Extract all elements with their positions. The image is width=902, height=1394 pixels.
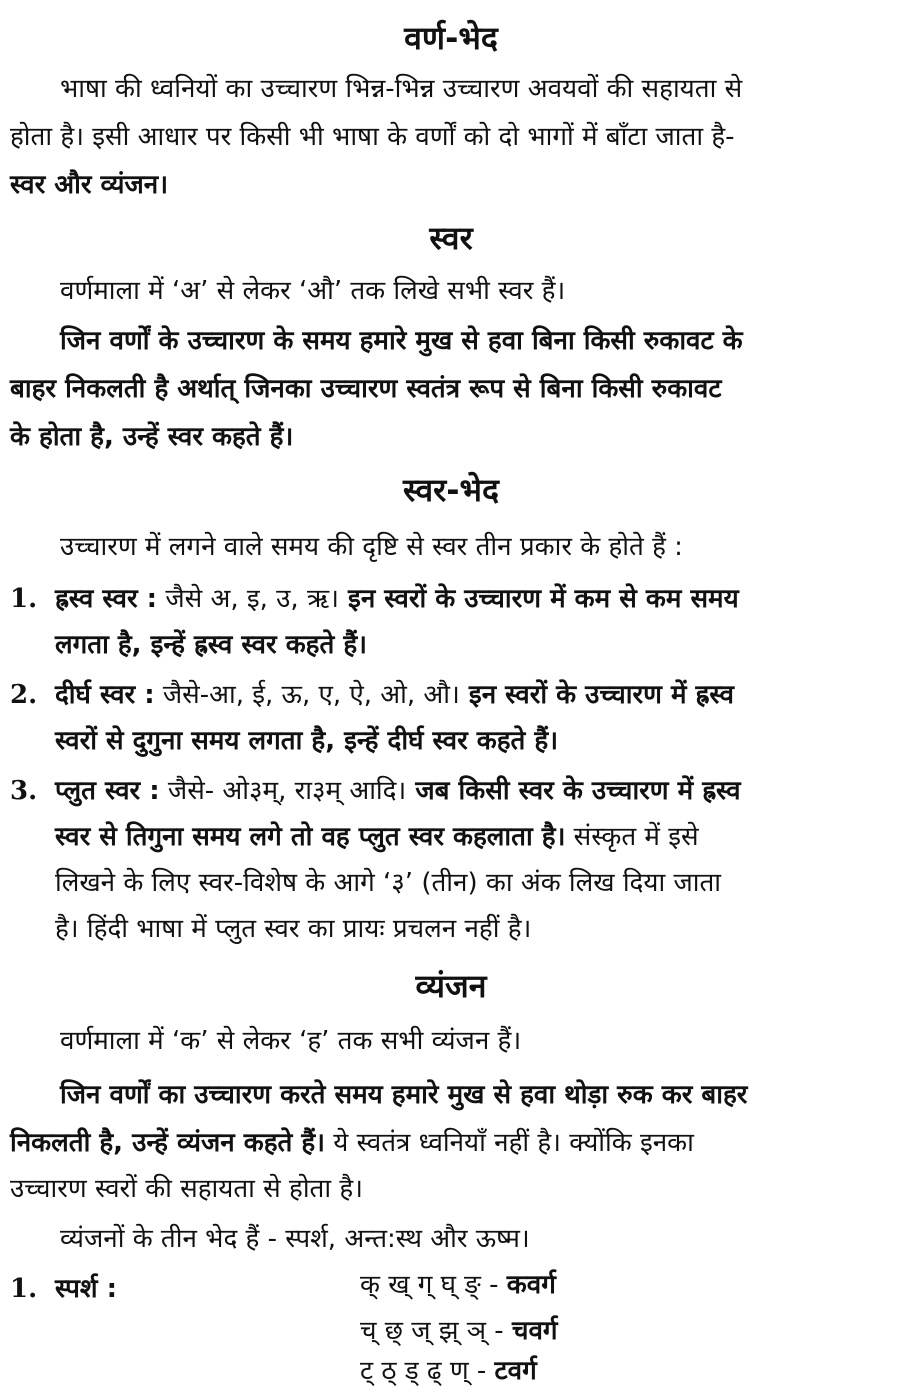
varga-row-ka bbox=[360, 1268, 556, 1302]
swar-def-line-2: बाहर निकलती है अर्थात् जिनका उच्चारण स्वतंत्र रूप से बिना किसी रुकावट bbox=[10, 374, 722, 404]
intro-line-1: भाषा की ध्वनियों का उच्चारण भिन्न-भिन्न उच्चारण अवयवों की सहायता से bbox=[60, 74, 743, 104]
example-pluta: जैसे- ओ३म्, रा३म् आदि। bbox=[159, 776, 407, 806]
term-pluta: प्लुत स्वर : bbox=[55, 776, 160, 806]
vyanjan-definition: निकलती है, उन्हें व्यंजन कहते हैं। bbox=[10, 1128, 326, 1158]
definition-hrasva-1: इन स्वरों के उच्चारण में कम से कम समय bbox=[339, 584, 739, 614]
varga-letters: क् ख् ग् घ् ङ् - bbox=[360, 1270, 507, 1300]
sanskrit-note-start: संस्कृत में इसे bbox=[565, 822, 699, 852]
term-dirgha: दीर्घ स्वर : bbox=[55, 680, 155, 710]
varga-name: कवर्ग bbox=[506, 1270, 556, 1300]
swar-para-1: वर्णमाला में ‘अ’ से लेकर ‘औ’ तक लिखे सभी स्वर हैं। bbox=[60, 276, 566, 306]
definition-pluta-1: जब किसी स्वर के उच्चारण में ह्रस्व bbox=[406, 776, 741, 806]
swar-def-line-3: के होता है, उन्हें स्वर कहते हैं। bbox=[10, 422, 294, 452]
definition-hrasva-2: लगता है, इन्हें ह्रस्व स्वर कहते हैं। bbox=[55, 630, 367, 660]
heading-varna-bhed: वर्ण-भेद bbox=[404, 19, 498, 57]
term-hrasva: ह्रस्व स्वर : bbox=[55, 584, 158, 614]
varga-letters: ट् ठ् ड् ढ् ण् - bbox=[360, 1356, 495, 1386]
list-number-sparsh: 1. bbox=[10, 1274, 38, 1304]
heading-swar: स्वर bbox=[429, 219, 473, 257]
list-item-1-line-1 bbox=[55, 582, 739, 616]
definition-pluta-2: स्वर से तिगुना समय लगे तो वह प्लुत स्वर कहलाता है। bbox=[55, 822, 566, 852]
vyanjan-note: ये स्वतंत्र ध्वनियाँ नहीं है। क्योंकि इनका bbox=[325, 1128, 694, 1158]
varga-row-cha bbox=[360, 1314, 558, 1348]
list-item-3-line-2 bbox=[55, 820, 699, 854]
heading-vyanjan: व्यंजन bbox=[415, 967, 487, 1005]
vyanjan-def-line-1: जिन वर्णों का उच्चारण करते समय हमारे मुख से हवा थोड़ा रुक कर बाहर bbox=[60, 1080, 748, 1110]
intro-line-2: होता है। इसी आधार पर किसी भी भाषा के वर्णों को दो भागों में बाँटा जाता है- bbox=[10, 122, 735, 152]
list-item-3-line-3: लिखने के लिए स्वर-विशेष के आगे ‘३’ (तीन) का अंक लिख दिया जाता bbox=[55, 868, 722, 898]
example-dirgha: जैसे-आ, ई, ऊ, ए, ऐ, ओ, औ। bbox=[154, 680, 460, 710]
swar-def-line-1: जिन वर्णों के उच्चारण के समय हमारे मुख से हवा बिना किसी रुकावट के bbox=[60, 326, 743, 356]
vyanjan-types: व्यंजनों के तीन भेद हैं - स्पर्श, अन्त:स्थ और ऊष्म। bbox=[60, 1224, 530, 1254]
varga-row-ta bbox=[360, 1354, 537, 1388]
varga-name: चवर्ग bbox=[511, 1316, 558, 1346]
varga-letters: च् छ् ज् झ् ञ् - bbox=[360, 1316, 512, 1346]
sparsh-label: स्पर्श : bbox=[55, 1274, 118, 1304]
definition-dirgha-2: स्वरों से दुगुना समय लगता है, इन्हें दीर्घ स्वर कहते हैं। bbox=[55, 726, 559, 756]
vyanjan-def-line-2 bbox=[10, 1126, 694, 1160]
list-item-2-line-1 bbox=[55, 678, 734, 712]
list-number-1: 1. bbox=[10, 584, 38, 614]
list-item-3-line-1 bbox=[55, 774, 741, 808]
intro-line-3: स्वर और व्यंजन। bbox=[10, 170, 169, 200]
list-number-3: 3. bbox=[10, 776, 38, 806]
list-number-2: 2. bbox=[10, 680, 38, 710]
heading-swar-bhed: स्वर-भेद bbox=[402, 471, 500, 509]
swar-bhed-intro: उच्चारण में लगने वाले समय की दृष्टि से स्वर तीन प्रकार के होते हैं : bbox=[60, 532, 683, 562]
definition-dirgha-1: इन स्वरों के उच्चारण में ह्रस्व bbox=[459, 680, 734, 710]
vyanjan-para-1: वर्णमाला में ‘क’ से लेकर ‘ह’ तक सभी व्यंजन हैं। bbox=[60, 1026, 522, 1056]
varga-name: टवर्ग bbox=[494, 1356, 537, 1386]
example-hrasva: जैसे अ, इ, उ, ऋ। bbox=[157, 584, 339, 614]
vyanjan-def-line-3: उच्चारण स्वरों की सहायता से होता है। bbox=[10, 1174, 364, 1204]
list-item-3-line-4: है। हिंदी भाषा में प्लुत स्वर का प्रायः प्रचलन नहीं है। bbox=[55, 914, 532, 944]
